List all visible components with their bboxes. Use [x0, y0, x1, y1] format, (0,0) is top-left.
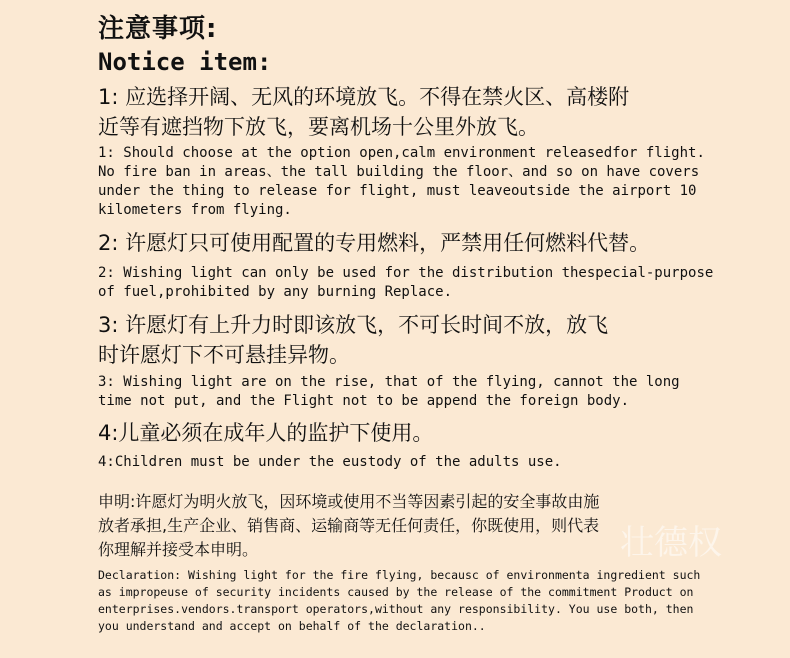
title-english: Notice item:: [98, 48, 272, 76]
item-4-english: 4:Children must be under the eustody of the adults use.: [98, 454, 562, 470]
declaration-chinese: 申明:许愿灯为明火放飞，因环境或使用不当等因素引起的安全事故由施 放者承担,生产企业、销售商、运输商等无任何责任，你既使用，则代表 你理解并接受本申明。: [98, 492, 600, 559]
item-4-chinese: 4:儿童必须在成年人的监护下使用。: [98, 421, 434, 445]
item-3-english: 3: Wishing light are on the rise, that of the flying, cannot the long time not put, and the Flight not to be append the foreign body.: [98, 374, 680, 409]
item-1-chinese: 1: 应选择开阔、无风的环境放飞。不得在禁火区、高楼附 近等有遮挡物下放飞，要离机场十公里外放飞。: [98, 85, 630, 139]
declaration-english: Declaration: Wishing light for the fire flying, becausc of environmenta ingredient such as impropeuse of security incidents caused by the release of the commitment Product on enterprises.vendors.transport operators,without any responsibility. You use both, then you understand and accept on behalf of the declaration..: [98, 568, 701, 633]
item-2-chinese: 2: 许愿灯只可使用配置的专用燃料，严禁用任何燃料代替。: [98, 231, 651, 255]
item-1-english: 1: Should choose at the option open,calm environment releasedfor flight. No fire ban in areas、the tall building the floor、and so on have covers under the thing to release for flight, must leaveoutside the airport 10 kilometers from flying.: [98, 145, 705, 218]
watermark: 壮德权: [620, 523, 722, 563]
item-3-chinese: 3: 许愿灯有上升力时即该放飞，不可长时间不放，放飞 时许愿灯下不可悬挂异物。: [98, 313, 609, 367]
item-2-english: 2: Wishing light can only be used for the distribution thespecial-purpose of fuel,prohibited by any burning Replace.: [98, 265, 714, 300]
title-chinese: 注意事项:: [98, 14, 218, 44]
